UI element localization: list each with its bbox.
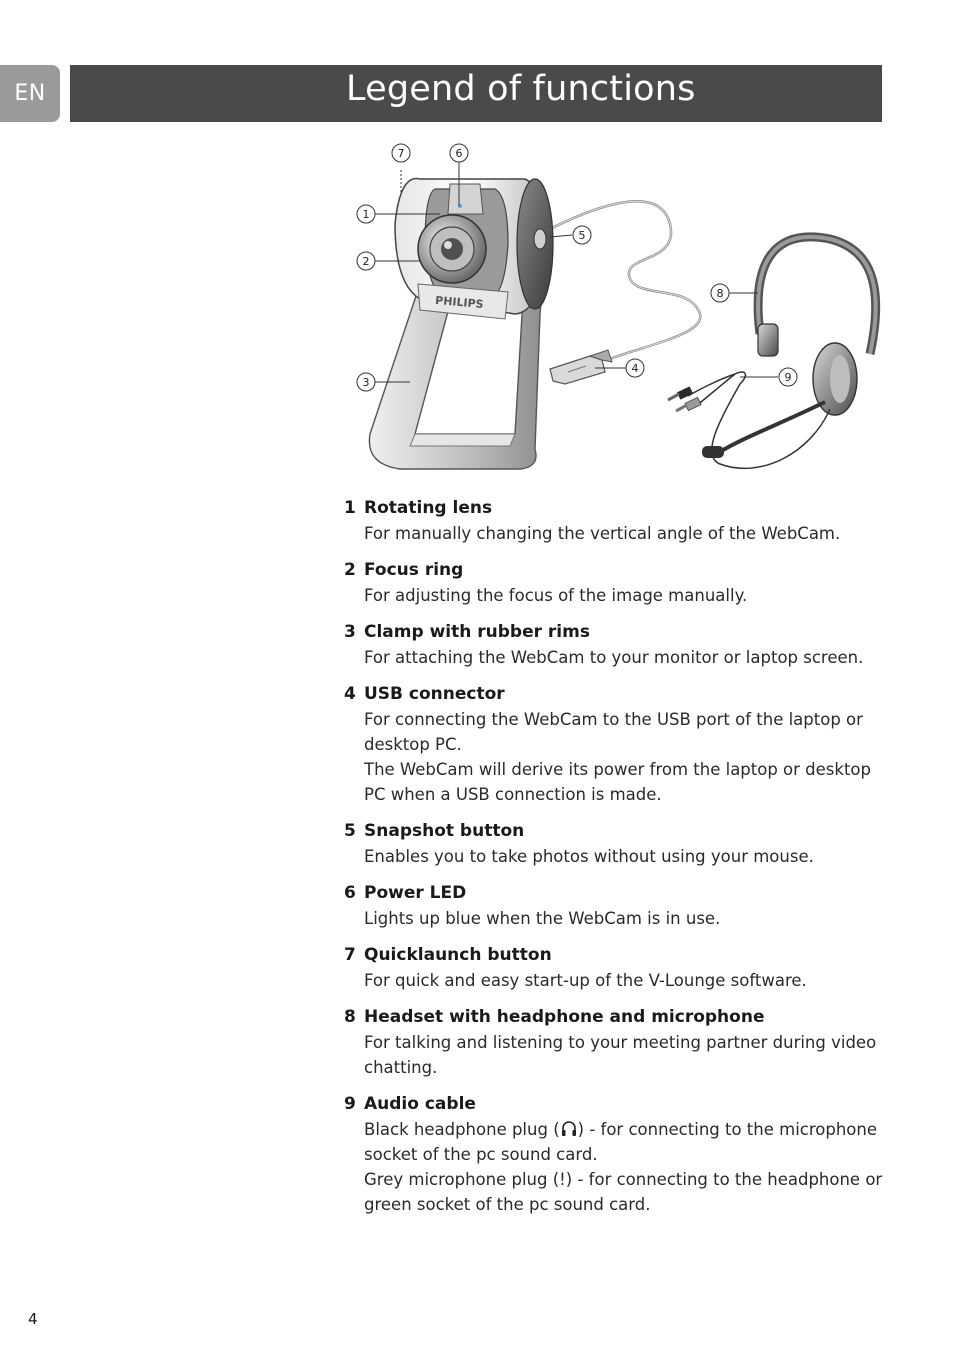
callout-8 — [711, 284, 729, 302]
headset — [668, 237, 876, 468]
svg-text:8: 8 — [716, 287, 724, 300]
headphone-icon — [560, 1120, 578, 1138]
item-description: For attaching the WebCam to your monitor or laptop screen. — [364, 648, 864, 667]
webcam-figure — [340, 134, 890, 479]
callout-3 — [357, 373, 375, 391]
item-description: For connecting the WebCam to the USB port of the laptop or — [364, 710, 863, 729]
legend-item-snapshot-button — [344, 819, 889, 869]
item-number: 8 — [344, 1007, 356, 1027]
legend-item-audio-cable — [344, 1092, 889, 1217]
item-description: Enables you to take photos without using your mouse. — [364, 847, 814, 866]
callout-6 — [450, 144, 468, 162]
callout-7 — [392, 144, 410, 162]
webcam-illustration — [340, 134, 890, 479]
item-title: Power LED — [364, 883, 467, 903]
item-number: 6 — [344, 883, 356, 903]
svg-text:2: 2 — [362, 255, 370, 268]
legend-item-clamp — [344, 620, 889, 670]
title-bar — [70, 65, 882, 122]
legend-item-power-led — [344, 881, 889, 931]
callout-4 — [626, 359, 644, 377]
callout-9 — [779, 368, 797, 386]
page-title: Legend of functions — [346, 69, 696, 109]
item-title: Clamp with rubber rims — [364, 622, 590, 642]
microphone-plug — [676, 397, 701, 411]
legend-item-headset — [344, 1005, 889, 1080]
legend-list — [344, 496, 889, 1229]
item-description: Lights up blue when the WebCam is in use. — [364, 909, 721, 928]
page-number: 4 — [28, 1310, 38, 1328]
item-description: For adjusting the focus of the image manually. — [364, 586, 748, 605]
item-description: For manually changing the vertical angle of the WebCam. — [364, 524, 841, 543]
item-title: USB connector — [364, 684, 505, 704]
svg-text:3: 3 — [362, 376, 370, 389]
headphone-plug — [668, 386, 693, 400]
svg-text:9: 9 — [784, 371, 792, 384]
item-description: desktop PC. — [364, 735, 462, 754]
item-number: 7 — [344, 945, 356, 965]
svg-text:7: 7 — [397, 147, 405, 160]
item-description: socket of the pc sound card. — [364, 1145, 598, 1164]
item-title: Quicklaunch button — [364, 945, 552, 965]
item-description: Black headphone plug ( ) - for connecting to the microphone — [364, 1120, 878, 1139]
legend-item-usb-connector — [344, 682, 889, 807]
item-title: Headset with headphone and microphone — [364, 1007, 765, 1027]
callout-1 — [357, 205, 375, 223]
item-number: 1 — [344, 498, 356, 518]
item-title: Rotating lens — [364, 498, 493, 518]
item-number: 5 — [344, 821, 356, 841]
svg-text:5: 5 — [578, 229, 586, 242]
item-description: green socket of the pc sound card. — [364, 1195, 651, 1214]
legend-item-quicklaunch-button — [344, 943, 889, 993]
item-number: 4 — [344, 684, 356, 704]
item-description: Grey microphone plug (!) - for connecting to the headphone or — [364, 1170, 883, 1189]
brand-label: PHILIPS — [434, 293, 485, 312]
item-number: 9 — [344, 1094, 356, 1114]
webcam-body — [395, 179, 553, 319]
svg-text:4: 4 — [631, 362, 639, 375]
legend-item-rotating-lens — [344, 496, 889, 546]
item-title: Audio cable — [364, 1094, 476, 1114]
item-number: 2 — [344, 560, 356, 580]
item-description: For quick and easy start-up of the V-Lounge software. — [364, 971, 807, 990]
item-description: PC when a USB connection is made. — [364, 785, 662, 804]
item-description: chatting. — [364, 1058, 438, 1077]
item-title: Focus ring — [364, 560, 464, 580]
item-description: The WebCam will derive its power from the laptop or desktop — [364, 760, 871, 779]
language-tab: EN — [0, 65, 60, 122]
callout-5 — [573, 226, 591, 244]
svg-text:1: 1 — [362, 208, 370, 221]
legend-item-focus-ring — [344, 558, 889, 608]
item-title: Snapshot button — [364, 821, 525, 841]
usb-connector — [550, 350, 612, 384]
item-number: 3 — [344, 622, 356, 642]
svg-text:6: 6 — [455, 147, 463, 160]
item-description: For talking and listening to your meeting partner during video — [364, 1033, 877, 1052]
callout-2 — [357, 252, 375, 270]
